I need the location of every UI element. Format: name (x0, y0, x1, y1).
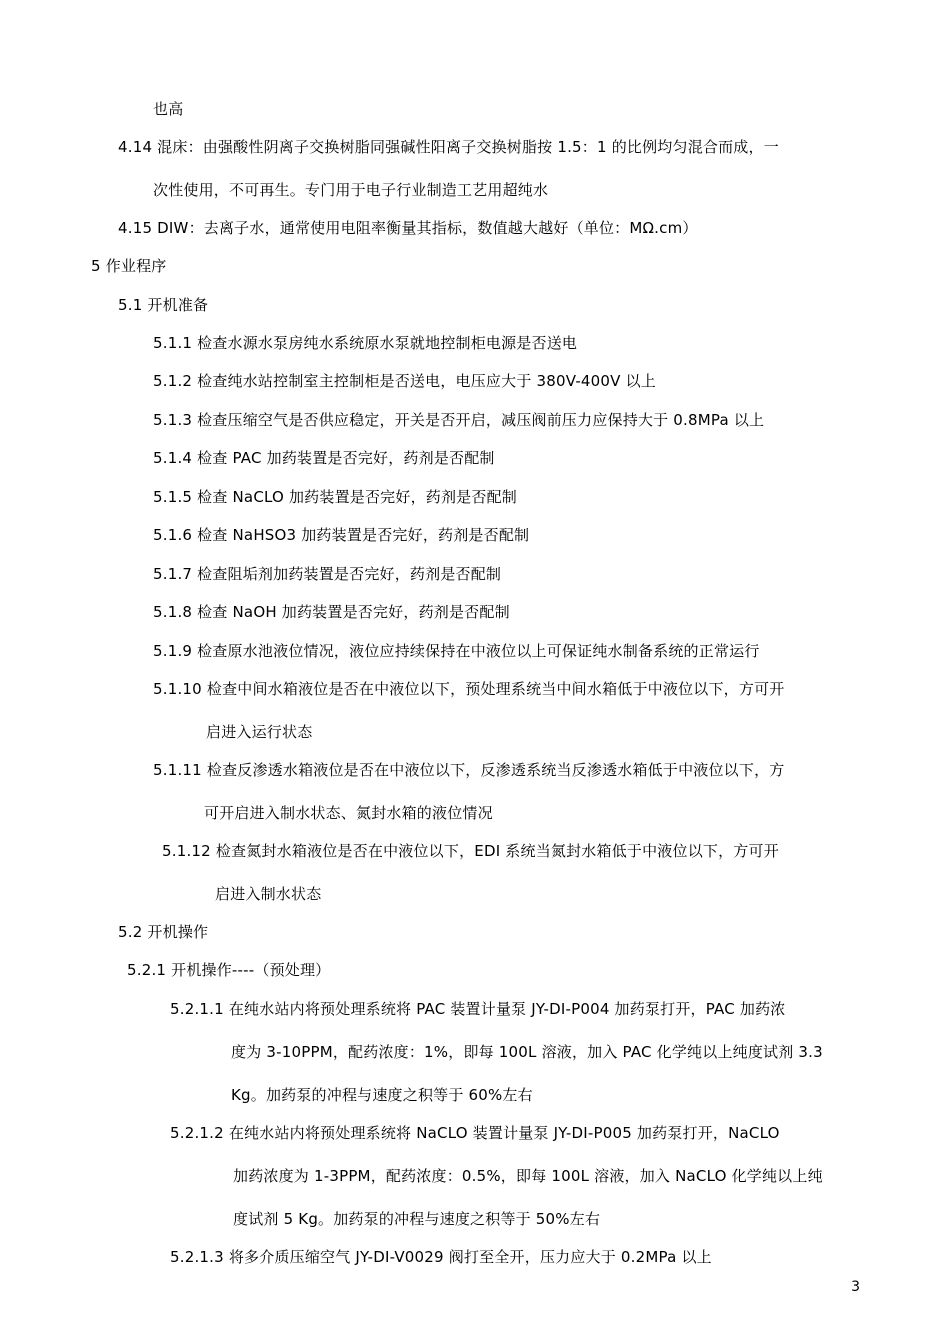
item-5-2-1-2: 5.2.1.2 在纯水站内将预处理系统将 NaCLO 装置计量泵 JY-DI-P005 加药泵打开，NaCLO (170, 1124, 780, 1142)
item-5-2-1-1: 5.2.1.1 在纯水站内将预处理系统将 PAC 装置计量泵 JY-DI-P004 加药泵打开，PAC 加药浓 (170, 1000, 786, 1018)
text-line: 度为 3-10PPM，配药浓度：1%，即每 100L 溶液，加入 PAC 化学纯以上纯度试剂 3.3 (231, 1043, 823, 1061)
section-4-15: 4.15 DIW：去离子水，通常使用电阻率衡量其指标，数值越大越好（单位：MΩ.cm） (118, 219, 698, 237)
section-4-14: 4.14 混床：由强酸性阴离子交换树脂同强碱性阳离子交换树脂按 1.5：1 的比例均匀混合而成，一 (118, 138, 779, 156)
text-line: 次性使用，不可再生。专门用于电子行业制造工艺用超纯水 (153, 181, 549, 199)
item-5-1-7: 5.1.7 检查阻垢剂加药装置是否完好，药剂是否配制 (153, 565, 502, 583)
item-5-1-2: 5.1.2 检查纯水站控制室主控制柜是否送电，电压应大于 380V-400V 以上 (153, 372, 656, 390)
item-5-1-1: 5.1.1 检查水源水泵房纯水系统原水泵就地控制柜电源是否送电 (153, 334, 578, 352)
text-line: 度试剂 5 Kg。加药泵的冲程与速度之积等于 50%左右 (233, 1210, 601, 1228)
item-5-1-3: 5.1.3 检查压缩空气是否供应稳定，开关是否开启，减压阀前压力应保持大于 0.8MPa 以上 (153, 411, 765, 429)
item-5-1-5: 5.1.5 检查 NaCLO 加药装置是否完好，药剂是否配制 (153, 488, 517, 506)
item-5-1-12: 5.1.12 检查氮封水箱液位是否在中液位以下，EDI 系统当氮封水箱低于中液位以下，方可开 (162, 842, 779, 860)
section-5-1-heading: 5.1 开机准备 (118, 296, 209, 314)
item-5-1-10: 5.1.10 检查中间水箱液位是否在中液位以下，预处理系统当中间水箱低于中液位以下，方可开 (153, 680, 785, 698)
page-number: 3 (851, 1279, 860, 1295)
section-5-2-1-heading: 5.2.1 开机操作----（预处理） (127, 961, 331, 979)
text-line: Kg。加药泵的冲程与速度之积等于 60%左右 (231, 1086, 533, 1104)
text-line: 加药浓度为 1-3PPM，配药浓度：0.5%，即每 100L 溶液，加入 NaCLO 化学纯以上纯 (233, 1167, 823, 1185)
text-line: 可开启进入制水状态、氮封水箱的液位情况 (204, 804, 493, 822)
item-5-1-11: 5.1.11 检查反渗透水箱液位是否在中液位以下，反渗透系统当反渗透水箱低于中液位以下，方 (153, 761, 785, 779)
section-5-2-heading: 5.2 开机操作 (118, 923, 209, 941)
item-5-1-9: 5.1.9 检查原水池液位情况，液位应持续保持在中液位以上可保证纯水制备系统的正常运行 (153, 642, 760, 660)
item-5-1-4: 5.1.4 检查 PAC 加药装置是否完好，药剂是否配制 (153, 449, 495, 467)
section-5-heading: 5 作业程序 (91, 257, 167, 275)
item-5-1-6: 5.1.6 检查 NaHSO3 加药装置是否完好，药剂是否配制 (153, 526, 530, 544)
item-5-2-1-3: 5.2.1.3 将多介质压缩空气 JY-DI-V0029 阀打至全开，压力应大于 0.2MPa 以上 (170, 1248, 712, 1266)
text-line: 启进入制水状态 (215, 885, 322, 903)
item-5-1-8: 5.1.8 检查 NaOH 加药装置是否完好，药剂是否配制 (153, 603, 510, 621)
text-line: 启进入运行状态 (206, 723, 313, 741)
text-line: 也高 (153, 100, 184, 118)
